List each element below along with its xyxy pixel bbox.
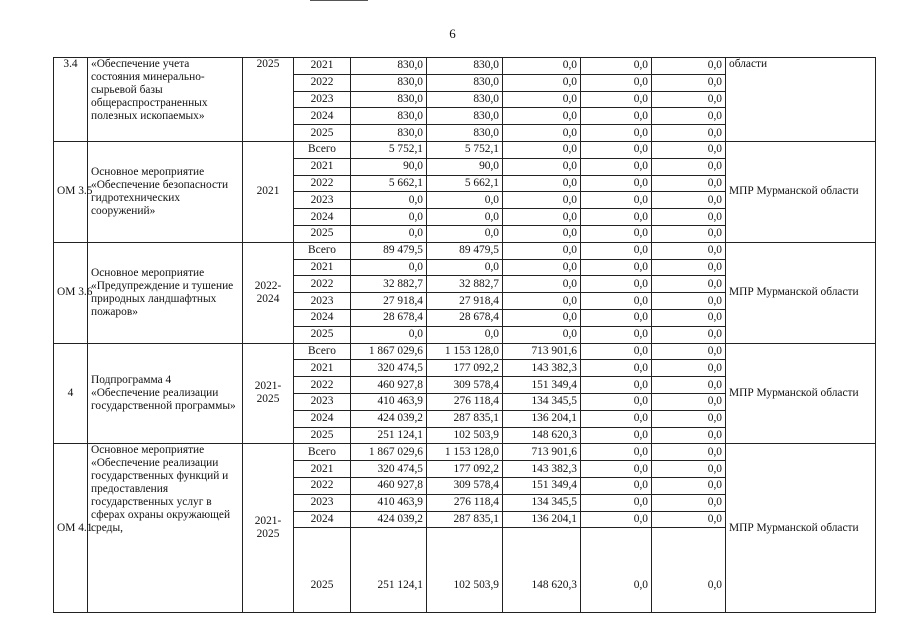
- value-cell: 0,0: [652, 276, 726, 293]
- value-cell: 0,0: [427, 225, 503, 242]
- value-cell: 0,0: [581, 360, 652, 377]
- year-cell: 2025: [294, 427, 351, 444]
- year-cell: 2024: [294, 410, 351, 427]
- value-cell: 830,0: [427, 58, 503, 75]
- item-term: 2022-2024: [243, 242, 294, 343]
- value-cell: 0,0: [581, 427, 652, 444]
- year-cell: 2025: [294, 125, 351, 142]
- value-cell: 830,0: [427, 74, 503, 91]
- year-cell: 2022: [294, 74, 351, 91]
- value-cell: 0,0: [427, 192, 503, 209]
- executor: МПР Мурманской области: [726, 343, 876, 444]
- value-cell: 0,0: [503, 326, 581, 343]
- item-name: Основное мероприятие «Обеспечение реализации государственных функций и предоставления государственных услуг в сферах охраны окружающей среды,: [88, 444, 243, 613]
- value-cell: 0,0: [652, 511, 726, 528]
- value-cell: 0,0: [503, 108, 581, 125]
- value-cell: 0,0: [652, 91, 726, 108]
- year-cell: Всего: [294, 444, 351, 461]
- value-cell: 0,0: [503, 259, 581, 276]
- item-number: ОМ 3.6: [54, 242, 88, 343]
- value-cell: 0,0: [652, 209, 726, 226]
- value-cell: 830,0: [351, 108, 427, 125]
- year-cell: 2022: [294, 377, 351, 394]
- value-cell: 0,0: [581, 141, 652, 158]
- value-cell: 276 118,4: [427, 494, 503, 511]
- year-cell: 2021: [294, 58, 351, 75]
- value-cell: 28 678,4: [427, 309, 503, 326]
- value-cell: 89 479,5: [427, 242, 503, 259]
- value-cell: 0,0: [652, 528, 726, 613]
- item-name: Основное мероприятие «Обеспечение безопасности гидротехнических сооружений»: [88, 141, 243, 242]
- value-cell: 90,0: [427, 158, 503, 175]
- value-cell: 0,0: [581, 343, 652, 360]
- year-cell: 2021: [294, 461, 351, 478]
- value-cell: 251 124,1: [351, 528, 427, 613]
- value-cell: 27 918,4: [427, 293, 503, 310]
- value-cell: 309 578,4: [427, 477, 503, 494]
- value-cell: 0,0: [351, 225, 427, 242]
- value-cell: 0,0: [351, 326, 427, 343]
- value-cell: 0,0: [581, 293, 652, 310]
- value-cell: 5 752,1: [427, 141, 503, 158]
- value-cell: 0,0: [652, 175, 726, 192]
- value-cell: 5 662,1: [351, 175, 427, 192]
- value-cell: 830,0: [351, 58, 427, 75]
- value-cell: 0,0: [503, 141, 581, 158]
- value-cell: 27 918,4: [351, 293, 427, 310]
- value-cell: 424 039,2: [351, 511, 427, 528]
- year-cell: 2023: [294, 192, 351, 209]
- value-cell: 0,0: [652, 141, 726, 158]
- value-cell: 102 503,9: [427, 528, 503, 613]
- value-cell: 102 503,9: [427, 427, 503, 444]
- value-cell: 0,0: [503, 91, 581, 108]
- value-cell: 0,0: [351, 259, 427, 276]
- value-cell: 0,0: [652, 326, 726, 343]
- value-cell: 0,0: [652, 494, 726, 511]
- value-cell: 151 349,4: [503, 477, 581, 494]
- table-row: [54, 444, 876, 461]
- year-cell: 2021: [294, 259, 351, 276]
- year-cell: 2023: [294, 293, 351, 310]
- value-cell: 0,0: [581, 528, 652, 613]
- value-cell: 0,0: [652, 74, 726, 91]
- value-cell: 0,0: [581, 192, 652, 209]
- value-cell: 0,0: [581, 125, 652, 142]
- year-cell: 2025: [294, 326, 351, 343]
- value-cell: 0,0: [581, 108, 652, 125]
- value-cell: 136 204,1: [503, 511, 581, 528]
- value-cell: 5 752,1: [351, 141, 427, 158]
- value-cell: 151 349,4: [503, 377, 581, 394]
- value-cell: 177 092,2: [427, 360, 503, 377]
- value-cell: 0,0: [652, 225, 726, 242]
- value-cell: 410 463,9: [351, 393, 427, 410]
- year-cell: 2025: [294, 225, 351, 242]
- item-name: Подпрограмма 4 «Обеспечение реализации государственной программы»: [88, 343, 243, 444]
- value-cell: 0,0: [503, 225, 581, 242]
- value-cell: 134 345,5: [503, 393, 581, 410]
- value-cell: 0,0: [652, 108, 726, 125]
- budget-table: [53, 57, 876, 613]
- value-cell: 320 474,5: [351, 360, 427, 377]
- value-cell: 0,0: [581, 477, 652, 494]
- value-cell: 143 382,3: [503, 461, 581, 478]
- year-cell: 2024: [294, 511, 351, 528]
- value-cell: 0,0: [581, 91, 652, 108]
- value-cell: 0,0: [581, 511, 652, 528]
- value-cell: 0,0: [652, 293, 726, 310]
- value-cell: 5 662,1: [427, 175, 503, 192]
- value-cell: 1 153 128,0: [427, 444, 503, 461]
- year-cell: 2024: [294, 309, 351, 326]
- value-cell: 0,0: [581, 74, 652, 91]
- year-cell: 2025: [294, 528, 351, 613]
- value-cell: 0,0: [581, 393, 652, 410]
- value-cell: 0,0: [652, 444, 726, 461]
- year-cell: Всего: [294, 343, 351, 360]
- year-cell: 2021: [294, 360, 351, 377]
- year-cell: 2023: [294, 91, 351, 108]
- value-cell: 0,0: [581, 326, 652, 343]
- year-cell: 2022: [294, 276, 351, 293]
- value-cell: 460 927,8: [351, 377, 427, 394]
- year-cell: 2023: [294, 393, 351, 410]
- value-cell: 830,0: [427, 108, 503, 125]
- value-cell: 136 204,1: [503, 410, 581, 427]
- value-cell: 143 382,3: [503, 360, 581, 377]
- value-cell: 713 901,6: [503, 343, 581, 360]
- value-cell: 0,0: [652, 158, 726, 175]
- value-cell: 0,0: [581, 158, 652, 175]
- value-cell: 177 092,2: [427, 461, 503, 478]
- value-cell: 0,0: [503, 192, 581, 209]
- value-cell: 0,0: [427, 259, 503, 276]
- executor: МПР Мурманской области: [726, 141, 876, 242]
- value-cell: 28 678,4: [351, 309, 427, 326]
- value-cell: 0,0: [503, 309, 581, 326]
- value-cell: 460 927,8: [351, 477, 427, 494]
- value-cell: 0,0: [503, 276, 581, 293]
- value-cell: 0,0: [581, 309, 652, 326]
- value-cell: 0,0: [581, 242, 652, 259]
- item-number: ОМ 4.1: [54, 444, 88, 613]
- value-cell: 276 118,4: [427, 393, 503, 410]
- value-cell: 0,0: [652, 343, 726, 360]
- value-cell: 0,0: [652, 410, 726, 427]
- value-cell: 0,0: [581, 276, 652, 293]
- value-cell: 0,0: [503, 74, 581, 91]
- value-cell: 32 882,7: [351, 276, 427, 293]
- value-cell: 0,0: [652, 58, 726, 75]
- value-cell: 320 474,5: [351, 461, 427, 478]
- table-row: [54, 58, 876, 75]
- executor: области: [726, 58, 876, 142]
- value-cell: 0,0: [427, 209, 503, 226]
- value-cell: 0,0: [503, 209, 581, 226]
- value-cell: 0,0: [652, 125, 726, 142]
- value-cell: 0,0: [652, 393, 726, 410]
- value-cell: 0,0: [503, 125, 581, 142]
- value-cell: 0,0: [581, 225, 652, 242]
- table-row: [54, 242, 876, 259]
- value-cell: 830,0: [427, 91, 503, 108]
- value-cell: 1 867 029,6: [351, 343, 427, 360]
- value-cell: 148 620,3: [503, 427, 581, 444]
- item-name: «Обеспечение учета состояния минерально-сырьевой базы общераспространенных полезных ископаемых»: [88, 58, 243, 142]
- table-body: [54, 58, 876, 613]
- year-cell: 2022: [294, 477, 351, 494]
- value-cell: 713 901,6: [503, 444, 581, 461]
- value-cell: 0,0: [581, 410, 652, 427]
- page-number: 6: [449, 26, 456, 41]
- value-cell: 0,0: [581, 377, 652, 394]
- value-cell: 32 882,7: [427, 276, 503, 293]
- value-cell: 0,0: [652, 461, 726, 478]
- year-cell: Всего: [294, 141, 351, 158]
- value-cell: 1 867 029,6: [351, 444, 427, 461]
- value-cell: 0,0: [581, 444, 652, 461]
- year-cell: 2022: [294, 175, 351, 192]
- value-cell: 0,0: [581, 175, 652, 192]
- value-cell: 0,0: [427, 326, 503, 343]
- item-number: ОМ 3.5: [54, 141, 88, 242]
- value-cell: 830,0: [351, 91, 427, 108]
- value-cell: 0,0: [503, 175, 581, 192]
- item-term: 2021: [243, 141, 294, 242]
- value-cell: 287 835,1: [427, 410, 503, 427]
- value-cell: 0,0: [581, 209, 652, 226]
- value-cell: 1 153 128,0: [427, 343, 503, 360]
- value-cell: 0,0: [581, 461, 652, 478]
- executor: МПР Мурманской области: [726, 242, 876, 343]
- value-cell: 0,0: [652, 477, 726, 494]
- year-cell: 2024: [294, 209, 351, 226]
- value-cell: 309 578,4: [427, 377, 503, 394]
- year-cell: 2023: [294, 494, 351, 511]
- executor: МПР Мурманской области: [726, 444, 876, 613]
- value-cell: 830,0: [351, 74, 427, 91]
- value-cell: 148 620,3: [503, 528, 581, 613]
- value-cell: 0,0: [503, 242, 581, 259]
- value-cell: 90,0: [351, 158, 427, 175]
- value-cell: 0,0: [652, 309, 726, 326]
- value-cell: 0,0: [503, 293, 581, 310]
- value-cell: 0,0: [581, 259, 652, 276]
- value-cell: 0,0: [652, 192, 726, 209]
- year-cell: 2024: [294, 108, 351, 125]
- value-cell: 0,0: [652, 377, 726, 394]
- item-number: 4: [54, 343, 88, 444]
- year-cell: 2021: [294, 158, 351, 175]
- header-rule: [310, 0, 368, 1]
- item-term: 2021-2025: [243, 444, 294, 613]
- item-term: 2021-2025: [243, 343, 294, 444]
- value-cell: 424 039,2: [351, 410, 427, 427]
- value-cell: 251 124,1: [351, 427, 427, 444]
- value-cell: 134 345,5: [503, 494, 581, 511]
- value-cell: 0,0: [652, 242, 726, 259]
- item-number: 3.4: [54, 58, 88, 142]
- value-cell: 287 835,1: [427, 511, 503, 528]
- value-cell: 830,0: [427, 125, 503, 142]
- value-cell: 0,0: [652, 259, 726, 276]
- item-term: 2025: [243, 58, 294, 142]
- table-row: [54, 141, 876, 158]
- value-cell: 0,0: [581, 58, 652, 75]
- value-cell: 0,0: [581, 494, 652, 511]
- value-cell: 89 479,5: [351, 242, 427, 259]
- value-cell: 0,0: [351, 209, 427, 226]
- value-cell: 0,0: [652, 427, 726, 444]
- item-name: Основное мероприятие «Предупреждение и тушение природных ландшафтных пожаров»: [88, 242, 243, 343]
- value-cell: 0,0: [652, 360, 726, 377]
- table-row: [54, 343, 876, 360]
- value-cell: 0,0: [503, 58, 581, 75]
- year-cell: Всего: [294, 242, 351, 259]
- value-cell: 830,0: [351, 125, 427, 142]
- value-cell: 410 463,9: [351, 494, 427, 511]
- value-cell: 0,0: [503, 158, 581, 175]
- value-cell: 0,0: [351, 192, 427, 209]
